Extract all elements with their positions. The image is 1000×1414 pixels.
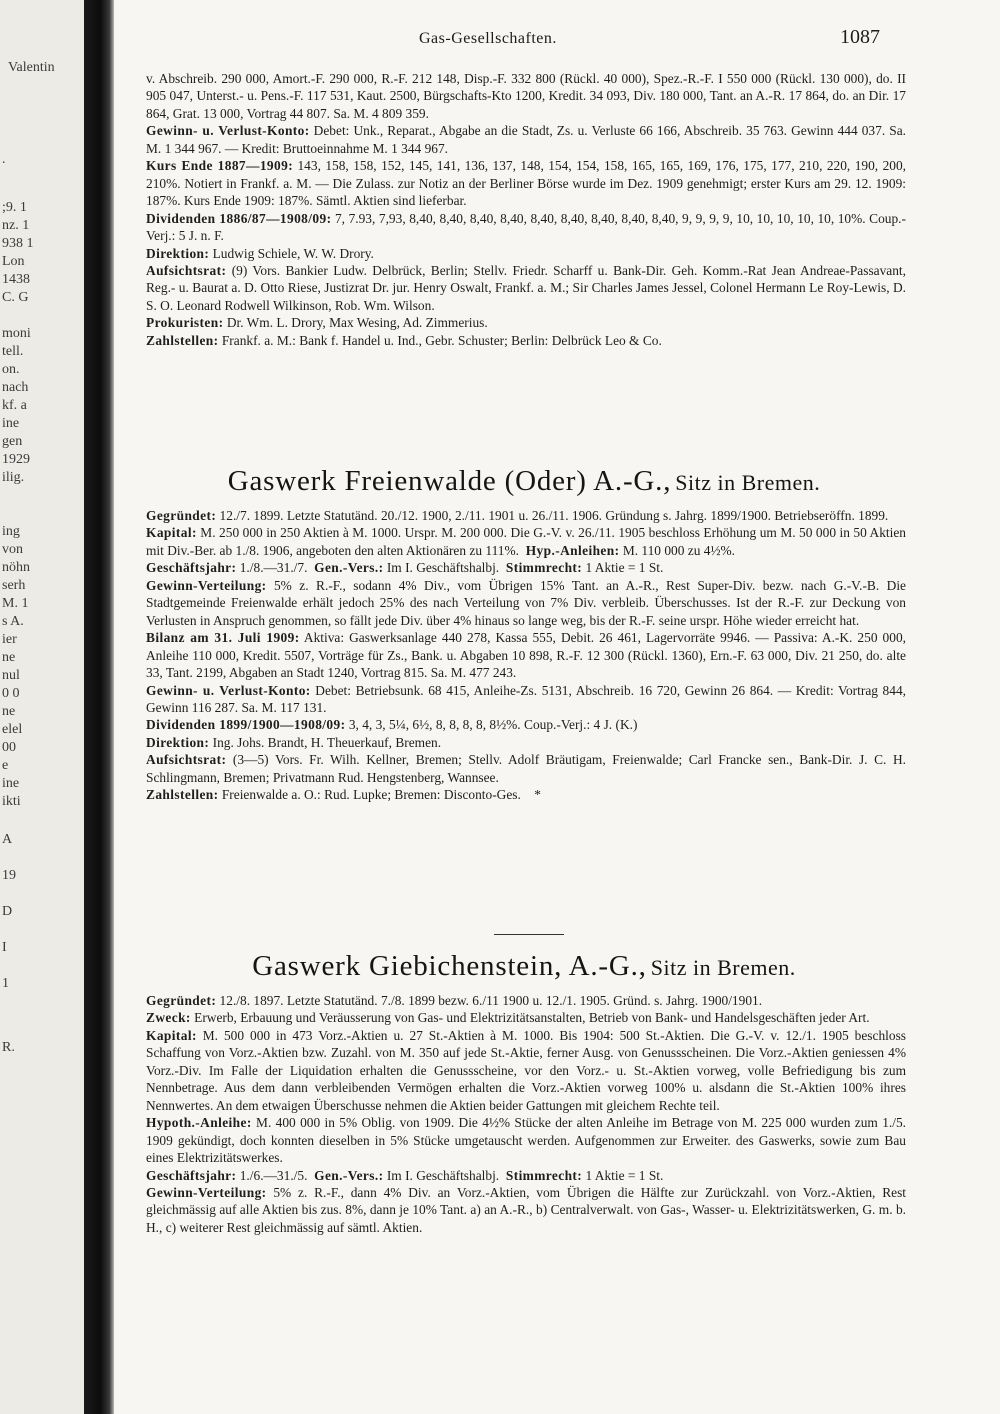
entry1-gewinnverteilung xyxy=(146,577,906,629)
book-gutter xyxy=(84,0,114,1414)
entry1-bilanz xyxy=(146,629,906,681)
entry2-kapital-label: Kapital: xyxy=(146,1027,197,1043)
left-margin-fragment: on. xyxy=(2,362,20,377)
entry1-kapital xyxy=(146,524,906,559)
left-margin-fragment: ilig. xyxy=(2,470,25,485)
entry1-stimm-text: 1 Aktie = 1 St. xyxy=(582,560,664,576)
entry1-gewv-label: Gewinn-Verteilung: xyxy=(146,577,267,593)
left-margin-fragment: Lon xyxy=(2,254,25,269)
left-margin-fragment: A xyxy=(2,832,13,847)
prev-direktion xyxy=(146,245,906,262)
entry2-gv-label: Gen.-Vers.: xyxy=(314,1167,384,1183)
entry2-gegruendet xyxy=(146,992,906,1009)
left-margin-fragment: ine xyxy=(2,416,20,431)
prev-kurs-text: 143, 158, 158, 152, 145, 141, 136, 137, 148, 154, 154, 158, 165, 165, 169, 176, 175, 177, 210, 220, 190, 200, 210%. Notiert in Frankf. a. M. — Die Zulass. zur Notiz an der Berliner Börse wurde im Dez. 1909 genehmigt; erster Kurs am 29. 12. 1909: 187%. Kurs Ende 1909: 187%. Sämtl. Aktien sind lieferbar. xyxy=(146,158,906,209)
entry2-gegr-label: Gegründet: xyxy=(146,993,217,1008)
left-margin-fragment: elel xyxy=(2,722,23,737)
prev-guv xyxy=(146,122,906,157)
page xyxy=(114,0,1000,1414)
entry2-title xyxy=(114,950,934,983)
entry1-zahl-label: Zahlstellen: xyxy=(146,787,219,803)
prev-direktion-label: Direktion: xyxy=(146,245,210,261)
entry1-gegruendet xyxy=(146,507,906,524)
prev-kurs xyxy=(146,157,906,209)
prev-entry-block xyxy=(146,70,906,349)
entry1-guv-label: Gewinn- u. Verlust-Konto: xyxy=(146,682,311,698)
left-margin-fragment: nöhn xyxy=(2,560,30,575)
entry2-gewinnverteilung xyxy=(146,1184,906,1236)
entry1-title xyxy=(114,465,934,498)
entry1-seat: Sitz in Bremen. xyxy=(675,470,821,495)
left-margin-fragment: kf. a xyxy=(2,398,27,413)
entry2-gj xyxy=(146,1167,906,1184)
entry2-block xyxy=(146,992,906,1236)
left-margin-fragment: serh xyxy=(2,578,26,593)
left-margin-fragment: M. 1 xyxy=(2,596,29,611)
entry1-bilanz-label: Bilanz am 31. Juli 1909: xyxy=(146,630,300,646)
left-margin-fragment: 00 xyxy=(2,740,16,755)
prev-zahl-text: Frankf. a. M.: Bank f. Handel u. Ind., Gebr. Schuster; Berlin: Delbrück Leo & Co. xyxy=(218,332,662,348)
entry2-stimm-text: 1 Aktie = 1 St. xyxy=(582,1167,664,1183)
left-margin-fragment: ier xyxy=(2,632,17,647)
entry2-gewv-text: 5% z. R.-F., dann 4% Div. an Vorz.-Aktien, vom Übrigen die Hälfte zur Zurückzahl. von Vorz.-Aktien, Rest gleichmässig auf alle Aktien bis zus. 8%, dann je 10% Tant. a) an A.-R., b) Centralverwalt. von Gas-, Wasser- u. Elektrizitätswerken, G. m. b. H., c) weiterer Rest gleichmässig auf sämtl. Aktien. xyxy=(146,1184,906,1235)
entry1-gegr-label: Gegründet: xyxy=(146,508,217,523)
entry1-div-label: Dividenden 1899/1900—1908/09: xyxy=(146,717,346,733)
entry2-seat: Sitz in Bremen. xyxy=(650,955,796,980)
prev-prok-text: Dr. Wm. L. Drory, Max Wesing, Ad. Zimmerius. xyxy=(223,315,488,331)
entry1-gegr-text: 12./7. 1899. Letzte Statutänd. 20./12. 1900, 2./11. 1901 u. 26./11. 1906. Gründung s. Jahrg. 1899/1900. Betriebseröffn. 1899. xyxy=(216,508,889,523)
entry2-gv-text: Im I. Geschäftshalbj. xyxy=(383,1167,500,1183)
entry1-dir-text: Ing. Johs. Brandt, H. Theuerkauf, Bremen. xyxy=(209,734,442,750)
entry2-hyp-text: M. 400 000 in 5% Oblig. von 1909. Die 4½% Stücke der alten Anleihe im Betrage von M. 225 000 wurden zum 1./5. 1909 gekündigt, doch konnten dieselben in 5% Stücke umgetauscht werden. Aufgenommen zur Erweiter. des Gaswerks, sowie zum Bau eines Elektrizitätswerkes. xyxy=(146,1115,906,1166)
prev-ar-label: Aufsichtsrat: xyxy=(146,262,227,278)
entry2-zweck-label: Zweck: xyxy=(146,1010,191,1026)
entry1-aufsichtsrat xyxy=(146,751,906,786)
prev-div-text: 7, 7.93, 7,93, 8,40, 8,40, 8,40, 8,40, 8,40, 8,40, 8,40, 8,40, 8,40, 9, 9, 9, 9, 10, 10, 10, 10, 10, 10%. Coup.-Verj.: 5 J. n. F. xyxy=(146,210,906,244)
left-margin-fragment: ne xyxy=(2,650,16,665)
left-margin-fragment: I xyxy=(2,940,7,955)
section-divider xyxy=(494,934,564,935)
running-title: Gas-Gesellschaften. xyxy=(419,30,557,47)
entry2-kapital-text: M. 500 000 in 473 Vorz.-Aktien u. 27 St.-Aktien à M. 1000. Bis 1904: 500 St.-Aktien. Die G.-V. v. 12./1. 1905 beschloss Schaffung von Vorz.-Aktien bzw. Zuzahl. von M. 350 auf jede St.-Aktie, ferner Ausg. von Genussscheinen. Die Vorz.-Aktien geniessen 4% Vorz.-Div. Im Falle der Liquidation erhalten die Genussscheine, vor den Vorz.- u. St.-Aktien vorweg, volle Befriedigung bis zum Nennbetrage. Aus dem dann verbleibenden Vermögen erhalten die Vorz.-Aktien vorweg 100% u. alsdann die St.-Aktien 100% ihres Nennwertes. An dem etwaigen Überschusse nehmen die Aktien beider Gattungen mit gleichem Rechte teil. xyxy=(146,1027,906,1113)
left-margin-fragment: ine xyxy=(2,776,20,791)
entry1-gj-text: 1./8.—31./7. xyxy=(236,560,308,576)
left-margin-fragment: Valentin xyxy=(8,60,55,75)
left-margin-strip xyxy=(0,0,84,1414)
entry2-zweck xyxy=(146,1009,906,1026)
entry1-dir-label: Direktion: xyxy=(146,734,210,750)
entry1-gj xyxy=(146,559,906,576)
entry2-gj-label: Geschäftsjahr: xyxy=(146,1167,237,1183)
entry1-block xyxy=(146,507,906,804)
entry1-kapital-label: Kapital: xyxy=(146,525,197,541)
left-margin-fragment: gen xyxy=(2,434,23,449)
entry1-gewv-text: 5% z. R.-F., sodann 4% Div., vom Übrigen 15% Tant. an A.-R., Rest Super-Div. bezw. nach G.-V.-B. Die Stadtgemeinde Freienwalde erhält jedoch 25% des nach Verteilung von 7% Div. verbleib. Überschusses. Ist der R.-F. zur Deckung von Verlusten in Anspruch genommen, so fällt jede Div. über 4% hinaus so lange weg, bis der R.-F. seine urspr. Höhe wieder erreicht hat. xyxy=(146,577,906,628)
entry2-gj-text: 1./6.—31./5. xyxy=(236,1167,308,1183)
entry2-gegr-text: 12./8. 1897. Letzte Statutänd. 7./8. 1899 bezw. 6./11 1900 u. 12./1. 1905. Gründ. s. Jahrg. 1900/1901. xyxy=(216,993,763,1008)
entry2-hypoth xyxy=(146,1114,906,1166)
prev-guv-text: Debet: Unk., Reparat., Abgabe an die Stadt, Zs. u. Verluste 66 166, Abschreib. 35 763. Gewinn 444 037. Sa. M. 1 344 967. — Kredit: Bruttoeinnahme M. 1 344 967. xyxy=(146,123,906,156)
left-margin-fragment: s A. xyxy=(2,614,24,629)
entry1-ar-text: (3—5) Vors. Fr. Wilh. Kellner, Bremen; Stellv. Adolf Bräutigam, Freienwalde; Carl Francke sen., Bank-Dir. J. C. H. Schlingmann, Bremen; Privatmann Rud. Hengstenberg, Wannsee. xyxy=(146,752,906,785)
prev-kurs-label: Kurs Ende 1887—1909: xyxy=(146,158,294,174)
left-margin-fragment: 1929 xyxy=(2,452,30,467)
left-margin-fragment: nach xyxy=(2,380,29,395)
left-margin-fragment: ;9. 1 xyxy=(2,200,27,215)
left-margin-fragment: von xyxy=(2,542,23,557)
entry1-div-text: 3, 4, 3, 5¼, 6½, 8, 8, 8, 8, 8½%. Coup.-Verj.: 4 J. (K.) xyxy=(345,717,638,733)
entry1-star: * xyxy=(534,787,541,803)
entry1-company-name: Gaswerk Freienwalde (Oder) A.-G., xyxy=(227,465,672,497)
entry1-dividenden xyxy=(146,716,906,733)
left-margin-fragment: D xyxy=(2,904,13,919)
left-margin-fragment: ikti xyxy=(2,794,21,809)
entry1-zahlstellen xyxy=(146,786,906,803)
prev-bilanz-text: v. Abschreib. 290 000, Amort.-F. 290 000, R.-F. 212 148, Disp.-F. 332 800 (Rückl. 40 000), Spez.-R.-F. I 550 000 (Rückl. 130 000), do. II 905 047, Unterst.- u. Pens.-F. 117 531, Kaut. 2500, Bürgschafts-Kto 1200, Kredit. 34 093, Div. 180 000, Tant. an A.-R. 17 864, do. an Dir. 17 864, Grat. 13 000, Vortrag 44 807. Sa. M. 4 809 359. xyxy=(146,71,906,121)
entry1-zahl-text: Freienwalde a. O.: Rud. Lupke; Bremen: Disconto-Ges. xyxy=(218,787,521,803)
entry1-direktion xyxy=(146,734,906,751)
left-margin-fragment: ne xyxy=(2,704,16,719)
prev-direktion-text: Ludwig Schiele, W. W. Drory. xyxy=(209,245,374,261)
prev-prok-label: Prokuristen: xyxy=(146,315,224,331)
entry2-gewv-label: Gewinn-Verteilung: xyxy=(146,1184,267,1200)
entry2-kapital xyxy=(146,1027,906,1114)
prev-zahl-label: Zahlstellen: xyxy=(146,332,219,348)
entry2-zweck-text: Erwerb, Erbauung und Veräusserung von Gas- und Elektrizitätsanstalten, Betrieb von Bank- und Handelsgeschäften jeder Art. xyxy=(190,1010,870,1026)
entry2-company-name: Gaswerk Giebichenstein, A.-G., xyxy=(252,950,647,982)
entry1-stimm-label: Stimmrecht: xyxy=(505,560,583,576)
left-margin-fragment: 0 0 xyxy=(2,686,20,701)
left-margin-fragment: 1438 xyxy=(2,272,30,287)
left-margin-fragment: 19 xyxy=(2,868,16,883)
prev-guv-label: Gewinn- u. Verlust-Konto: xyxy=(146,123,310,139)
left-margin-fragment: e xyxy=(2,758,9,773)
entry1-gj-label: Geschäftsjahr: xyxy=(146,560,237,576)
prev-div-label: Dividenden 1886/87—1908/09: xyxy=(146,210,332,226)
entry1-hyp-label: Hyp.-Anleihen: xyxy=(525,542,620,558)
left-margin-fragment: nz. 1 xyxy=(2,218,30,233)
left-margin-fragment: 1 xyxy=(2,976,9,991)
entry1-gv-label: Gen.-Vers.: xyxy=(314,560,384,576)
left-margin-fragment: nul xyxy=(2,668,20,683)
entry1-guv-text: Debet: Betriebsunk. 68 415, Anleihe-Zs. 5131, Abschreib. 16 720, Gewinn 26 864. — Kredit: Vortrag 844, Gewinn 116 287. Sa. M. 117 131. xyxy=(146,682,906,715)
entry1-bilanz-text: Aktiva: Gaswerksanlage 440 278, Kassa 555, Debit. 26 461, Lagervorräte 9946. — Passiva: A.-K. 250 000, Anleihe 110 000, Kredit. 5507, Vorträge für Zs., Bank. u. Abgaben 10 898, R.-F. 12 300 (Rückl. 1360), Ern.-F. 63 000, Div. 21 250, do. alte 33, Tant. 2199, Abgaben an Stadt 1240, Vortrag 815. Sa. M. 477 243. xyxy=(146,630,906,681)
page-number: 1087 xyxy=(840,26,880,48)
prev-prokuristen xyxy=(146,314,906,331)
left-margin-fragment: R. xyxy=(2,1040,15,1055)
left-margin-fragment: . xyxy=(2,152,6,167)
entry1-kapital-text: M. 250 000 in 250 Aktien à M. 1000. Urspr. M. 200 000. Die G.-V. v. 26./11. 1905 beschloss Erhöhung um M. 50 000 in 50 Aktien mit Div.-Ber. ab 1./8. 1906, angeboten den alten Aktionären zu 111%. xyxy=(146,525,906,558)
entry1-guv xyxy=(146,682,906,717)
left-margin-fragment: C. G xyxy=(2,290,29,305)
entry2-hyp-label: Hypoth.-Anleihe: xyxy=(146,1115,252,1131)
prev-div xyxy=(146,210,906,245)
entry2-stimm-label: Stimmrecht: xyxy=(505,1167,583,1183)
prev-aufsichtsrat xyxy=(146,262,906,314)
entry1-hyp-text: M. 110 000 zu 4½%. xyxy=(619,542,736,558)
left-margin-fragment: 938 1 xyxy=(2,236,34,251)
entry1-gv-text: Im I. Geschäftshalbj. xyxy=(383,560,500,576)
entry1-ar-label: Aufsichtsrat: xyxy=(146,752,227,768)
prev-zahlstellen xyxy=(146,332,906,349)
left-margin-fragment: ing xyxy=(2,524,20,539)
left-margin-fragment: moni xyxy=(2,326,31,341)
left-margin-fragment: tell. xyxy=(2,344,24,359)
prev-ar-text: (9) Vors. Bankier Ludw. Delbrück, Berlin; Stellv. Friedr. Scharff u. Bank-Dir. Geh. Komm.-Rat Jean Andreae-Passavant, Reg.- u. Baurat a. D. Otto Riese, Justizrat Dr. jur. Henry Oswalt, Frankf. a. M.; Sir Charles James Jessel, Colonel Hermann Le Roy-Lewis, D. S. O. Leonard Rodwell Wilkinson, Rob. Wm. Wilson. xyxy=(146,262,906,313)
